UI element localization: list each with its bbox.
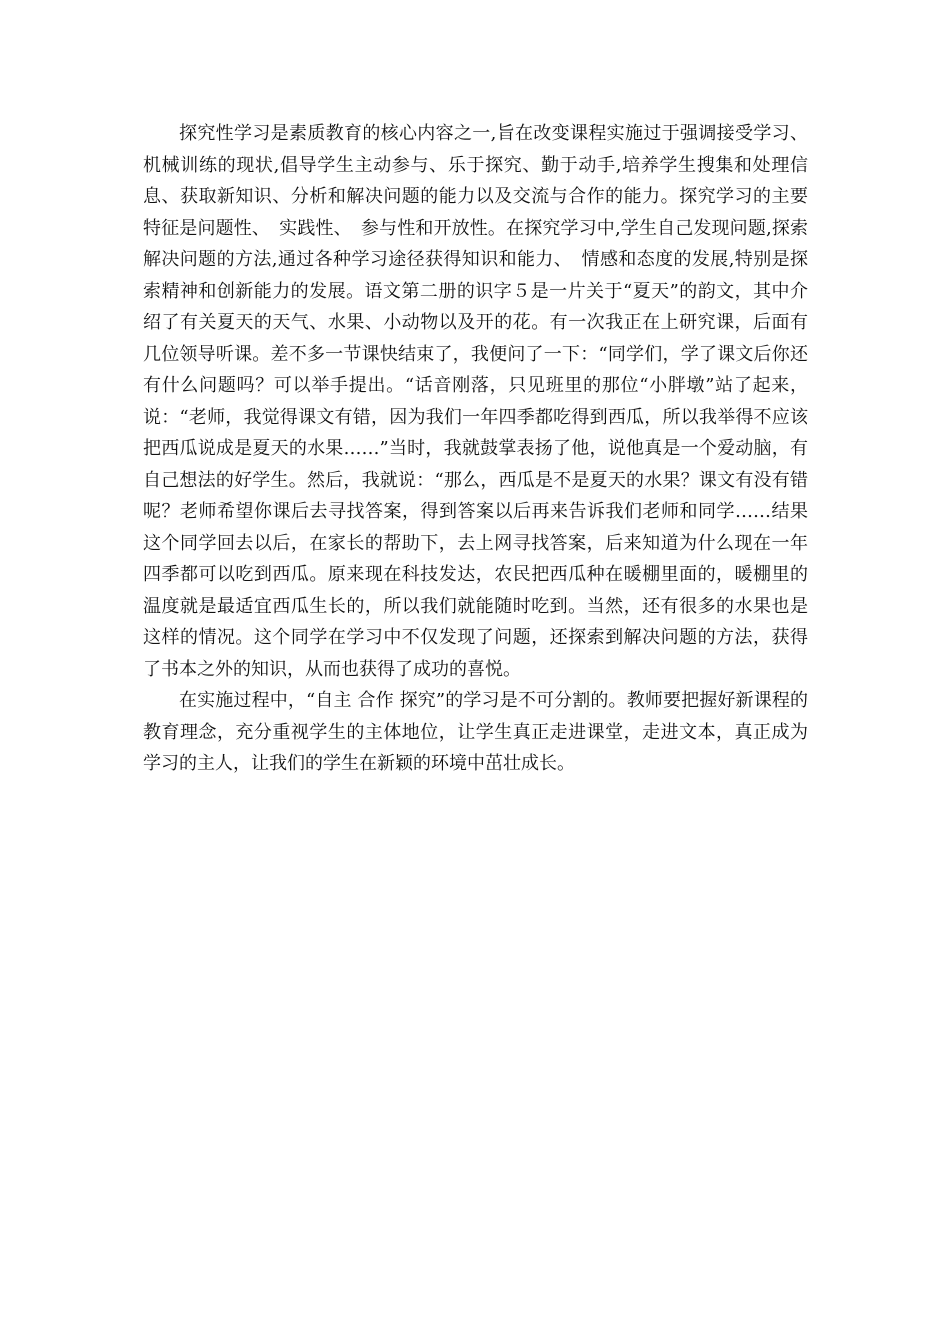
paragraph-inquiry-learning: 探究性学习是素质教育的核心内容之一,旨在改变课程实施过于强调接受学习、机械训练的现状,倡导学生主动参与、乐于探究、勤于动手,培养学生搜集和处理信息、获取新知识、分析和解决问题的能力以及交流与合作的能力。探究学习的主要特征是问题性、 实践性、 参与性和开放性。在探究学习中,学生自己发现问题,探索解决问题的方法,通过各种学习途径获得知识和能力、 情感和态度的发展,特别是探索精神和创新能力的发展。语文第二册的识字５是一片关于“夏天”的韵文，其中介绍了有关夏天的天气、水果、小动物以及开的花。有一次我正在上研究课，后面有几位领导听课。差不多一节课快结束了，我便问了一下：“同学们，学了课文后你还有什么问题吗？可以举手提出。“话音刚落，只见班里的那位“小胖墩”站了起来，说：“老师，我觉得课文有错，因为我们一年四季都吃得到西瓜，所以我举得不应该把西瓜说成是夏天的水果……”当时，我就鼓掌表扬了他，说他真是一个爱动脑，有自己想法的好学生。然后，我就说：“那么，西瓜是不是夏天的水果？课文有没有错呢？老师希望你课后去寻找答案，得到答案以后再来告诉我们老师和同学……结果这个同学回去以后，在家长的帮助下，去上网寻找答案，后来知道为什么现在一年四季都可以吃到西瓜。原来现在科技发达，农民把西瓜种在暖棚里面的，暖棚里的温度就是最适宜西瓜生长的，所以我们就能随时吃到。当然，还有很多的水果也是这样的情况。这个同学在学习中不仅发现了问题，还探索到解决问题的方法，获得了书本之外的知识，从而也获得了成功的喜悦。: [143, 123, 808, 680]
document-body: [143, 118, 808, 780]
paragraph-implementation: 在实施过程中，“自主 合作 探究”的学习是不可分割的。教师要把握好新课程的教育理念，充分重视学生的主体地位，让学生真正走进课堂，走进文本，真正成为学习的主人，让我们的学生在新颖的环境中茁壮成长。: [143, 690, 808, 774]
